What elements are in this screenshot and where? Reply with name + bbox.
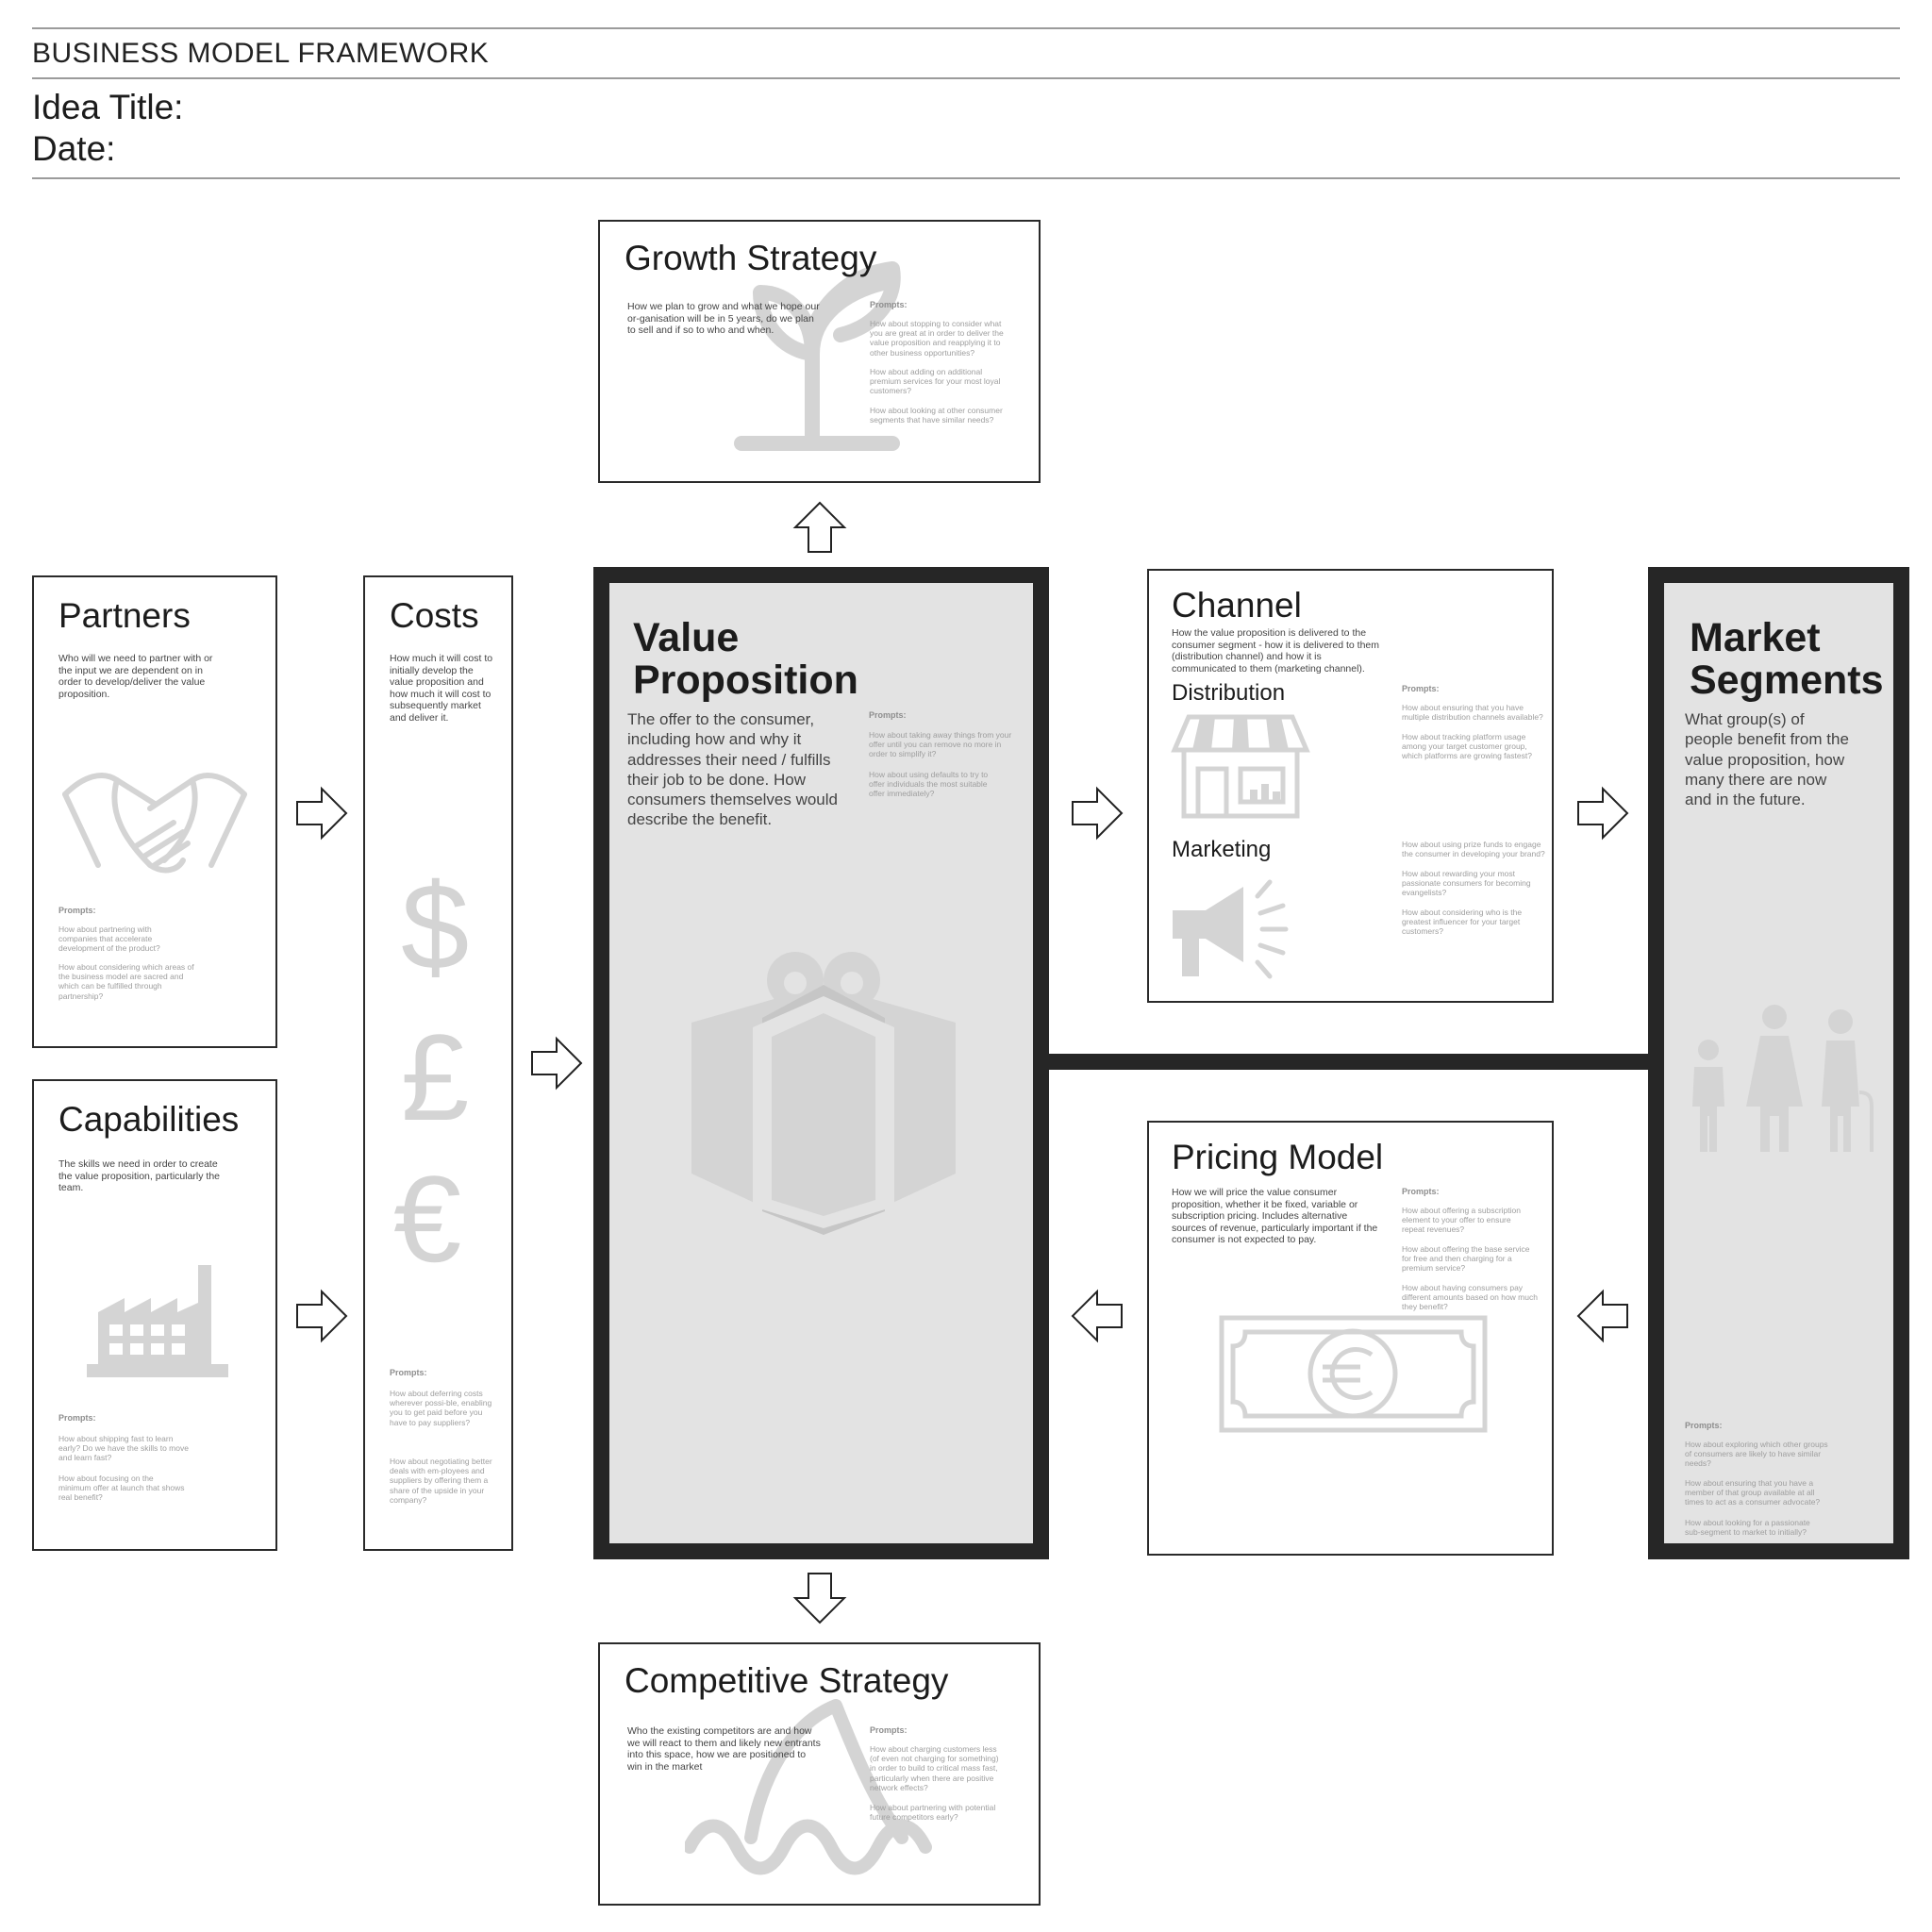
pricing-prompts-label: Prompts: bbox=[1402, 1187, 1440, 1196]
costs-prompts-label: Prompts: bbox=[390, 1368, 427, 1377]
channel-prompt-3: How about using prize funds to engage the consumer in developing your brand? bbox=[1402, 840, 1545, 859]
competitive-title: Competitive Strategy bbox=[625, 1661, 949, 1700]
partners-prompts-label: Prompts: bbox=[58, 906, 96, 915]
competitive-prompt-2: How about partnering with potential future competitors early? bbox=[870, 1803, 996, 1823]
channel-prompt-1: How about ensuring that you have multiple distribution channels available? bbox=[1402, 703, 1543, 723]
growth-strategy-card[interactable] bbox=[598, 220, 1041, 483]
arrow-right-icon bbox=[293, 1288, 350, 1344]
costs-prompt-2: How about negotiating better deals with em-ployees and suppliers by offering them a share of the upside in your company? bbox=[390, 1457, 492, 1505]
costs-description: How much it will cost to initially develop the value proposition and how much it will cost to subsequently market and deliver it. bbox=[390, 653, 493, 724]
costs-card[interactable] bbox=[363, 575, 513, 1551]
competitive-description: Who the existing competitors are and how we will react to them and likely new entrants into this space, how we are positioned to win in the market bbox=[627, 1725, 821, 1773]
market-segments-card[interactable] bbox=[1648, 567, 1909, 1559]
costs-title: Costs bbox=[390, 596, 479, 635]
pricing-prompt-3: How about having consumers pay different amounts based on how much they benefit? bbox=[1402, 1283, 1538, 1312]
value-prompts-label: Prompts: bbox=[869, 710, 907, 720]
partners-prompt-1: How about partnering with companies that accelerate development of the product? bbox=[58, 924, 160, 954]
pound-icon: £ bbox=[401, 1008, 470, 1146]
growth-prompt-3: How about looking at other consumer segments that have similar needs? bbox=[870, 406, 1003, 425]
partners-prompt-2: How about considering which areas of the business model are sacred and which can be fulfilled through partnership? bbox=[58, 962, 194, 1001]
banknote-euro-icon bbox=[1219, 1315, 1488, 1433]
top-rule bbox=[32, 27, 1900, 29]
pricing-model-card[interactable] bbox=[1147, 1121, 1554, 1556]
date-label[interactable]: Date: bbox=[32, 129, 116, 168]
marketing-label: Marketing bbox=[1172, 837, 1272, 862]
storefront-icon bbox=[1170, 712, 1311, 821]
value-proposition-card[interactable] bbox=[593, 567, 1049, 1559]
title-rule bbox=[32, 77, 1900, 79]
growth-prompt-2: How about adding on additional premium services for your most loyal customers? bbox=[870, 367, 1001, 396]
idea-title-label[interactable]: Idea Title: bbox=[32, 88, 184, 126]
capabilities-title: Capabilities bbox=[58, 1100, 240, 1139]
competitive-prompts-label: Prompts: bbox=[870, 1725, 908, 1735]
capabilities-prompts-label: Prompts: bbox=[58, 1413, 96, 1423]
channel-title: Channel bbox=[1172, 586, 1302, 625]
capabilities-prompt-1: How about shipping fast to learn early? Do we have the skills to move and learn fast? bbox=[58, 1434, 189, 1463]
pricing-prompt-2: How about offering the base service for free and then charging for a premium service? bbox=[1402, 1244, 1530, 1274]
partners-card[interactable] bbox=[32, 575, 277, 1048]
capabilities-description: The skills we need in order to create the value proposition, particularly the team. bbox=[58, 1158, 221, 1194]
distribution-label: Distribution bbox=[1172, 680, 1286, 706]
header-bottom-rule bbox=[32, 177, 1900, 179]
partners-description: Who will we need to partner with or the input we are dependent on in order to develop/deliver the value proposition. bbox=[58, 653, 213, 700]
market-prompts-label: Prompts: bbox=[1685, 1421, 1723, 1430]
dollar-icon: $ bbox=[401, 858, 470, 995]
channel-prompt-2: How about tracking platform usage among your target customer group, which platforms are growing fastest? bbox=[1402, 732, 1532, 761]
value-prompt-2: How about using defaults to try to offer individuals the most suitable offer immediately? bbox=[869, 770, 989, 799]
market-prompt-2: How about ensuring that you have a member of that group available at all times to act as a consumer advocate? bbox=[1685, 1478, 1821, 1507]
arrow-right-icon bbox=[293, 785, 350, 841]
market-title: Market Segments bbox=[1690, 615, 1884, 704]
partners-title: Partners bbox=[58, 596, 191, 635]
channel-prompt-4: How about rewarding your most passionate consumers for becoming evangelists? bbox=[1402, 869, 1531, 898]
value-description: The offer to the consumer, including how and why it addresses their need / fulfills their job to be done. How consumers themselves would describe the benefit. bbox=[627, 710, 838, 829]
market-prompt-3: How about looking for a passionate sub-segment to market to initially? bbox=[1685, 1518, 1810, 1538]
growth-title: Growth Strategy bbox=[625, 239, 877, 277]
arrow-left-icon bbox=[1574, 1288, 1631, 1344]
competitive-strategy-card[interactable] bbox=[598, 1642, 1041, 1906]
channel-description: How the value proposition is delivered to the consumer segment - how it is delivered to them (distribution channel) and how it is communicated to them (marketing channel). bbox=[1172, 627, 1380, 675]
competitive-prompt-1: How about charging customers less (of even not charging for something) in order to build to critical mass fast, particularly when there are positive network effects? bbox=[870, 1744, 999, 1792]
growth-prompts-label: Prompts: bbox=[870, 300, 908, 309]
arrow-right-icon bbox=[528, 1035, 585, 1091]
value-prompt-1: How about taking away things from your offer until you can remove no more in order to simplify it? bbox=[869, 730, 1012, 759]
costs-prompt-1: How about deferring costs wherever possi-ble, enabling you to get paid before you have to pay suppliers? bbox=[390, 1389, 492, 1427]
market-prompt-1: How about exploring which other groups of consumers are likely to have similar needs? bbox=[1685, 1440, 1828, 1469]
pricing-prompt-1: How about offering a subscription element to your offer to ensure repeat revenues? bbox=[1402, 1206, 1522, 1235]
arrow-down-icon bbox=[791, 1570, 848, 1626]
pricing-title: Pricing Model bbox=[1172, 1138, 1384, 1176]
gift-box-icon bbox=[682, 928, 965, 1240]
arrow-right-icon bbox=[1574, 785, 1631, 841]
capabilities-prompt-2: How about focusing on the minimum offer at launch that shows real benefit? bbox=[58, 1474, 185, 1503]
arrow-right-icon bbox=[1069, 785, 1125, 841]
capabilities-card[interactable] bbox=[32, 1079, 277, 1551]
growth-description: How we plan to grow and what we hope our or-ganisation will be in 5 years, do we plan to sell and if so to who and when. bbox=[627, 301, 820, 337]
pricing-description: How we will price the value consumer proposition, whether it be fixed, variable or subscription pricing. Includes alternative sources of revenue, particularly important if the consumer is not expected to pay. bbox=[1172, 1187, 1378, 1246]
channel-card[interactable] bbox=[1147, 569, 1554, 1003]
market-description: What group(s) of people benefit from the value proposition, how many there are now and in the future. bbox=[1685, 710, 1849, 808]
value-title: Value Proposition bbox=[633, 615, 858, 704]
euro-icon: € bbox=[393, 1150, 462, 1288]
growth-prompt-1: How about stopping to consider what you are great at in order to deliver the value proposition and reapplying it to other business opportunities? bbox=[870, 319, 1004, 358]
arrow-left-icon bbox=[1069, 1288, 1125, 1344]
factory-icon bbox=[87, 1260, 228, 1383]
framework-title: BUSINESS MODEL FRAMEWORK bbox=[32, 38, 490, 69]
handshake-icon bbox=[60, 757, 249, 889]
connector-bar bbox=[1047, 1054, 1657, 1070]
family-people-icon bbox=[1685, 1003, 1883, 1154]
channel-prompt-5: How about considering who is the greatest influencer for your target customers? bbox=[1402, 908, 1523, 937]
megaphone-icon bbox=[1168, 877, 1291, 981]
arrow-up-icon bbox=[791, 499, 848, 556]
channel-prompts-label: Prompts: bbox=[1402, 684, 1440, 693]
